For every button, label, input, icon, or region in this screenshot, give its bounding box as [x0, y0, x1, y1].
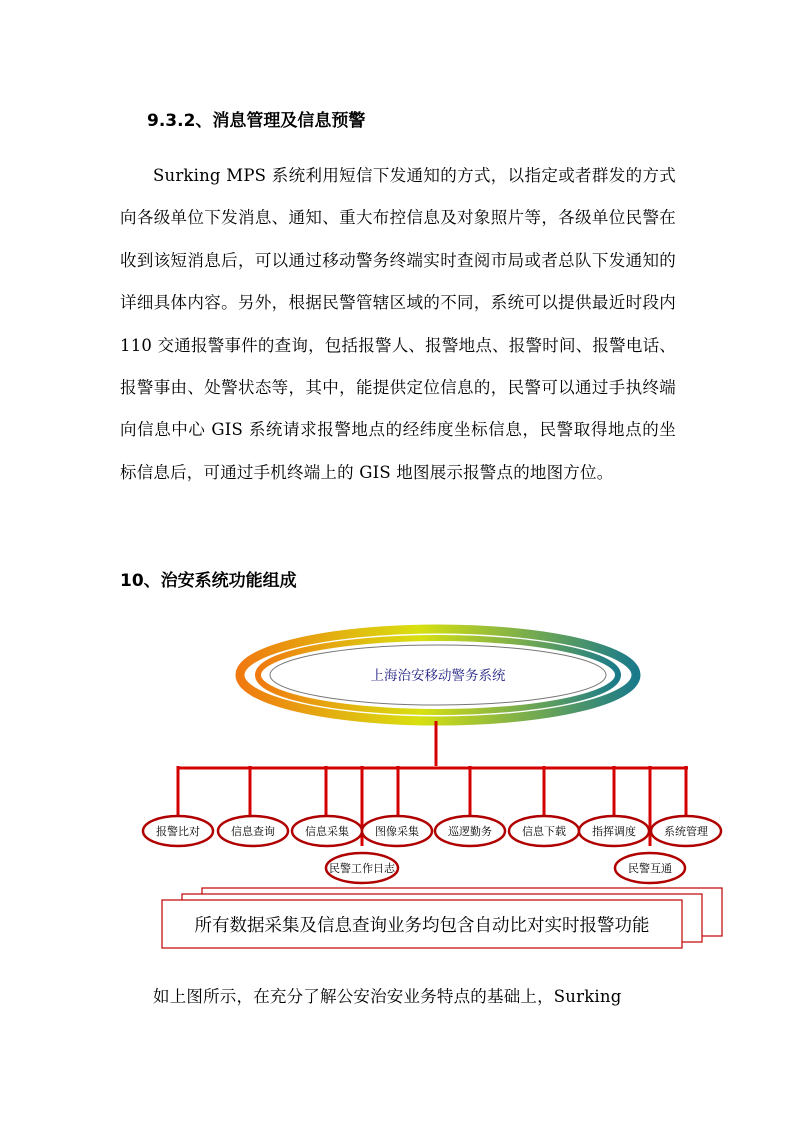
- module-label: 信息采集: [305, 825, 349, 838]
- module-node-1: [143, 816, 213, 846]
- module-label: 系统管理: [664, 825, 708, 838]
- system-structure-diagram: [140, 620, 740, 960]
- module-node-3: [292, 816, 362, 846]
- banner: [162, 888, 722, 948]
- paragraph-closing: 如上图所示，在充分了解公安治安业务特点的基础上，Surking: [153, 987, 622, 1006]
- banner-label: 所有数据采集及信息查询业务均包含自动比对实时报警功能: [194, 916, 650, 936]
- module-label: 图像采集: [375, 825, 419, 838]
- paragraph-message-management: Surking MPS 系统利用短信下发通知的方式，以指定或者群发的方式向各级单位下发消息、通知、重大布控信息及对象照片等，各级单位民警在收到该短消息后，可以通过移动警务终端实时查阅市局或者总队下发通知的详细具体内容。另外，根据民警管辖区域的不同，系统可以提供最近时段内 110 交通报警事件的查询，包括报警人、报警地点、报警时间、报警电话、报警事由、处警状态等，其中，能提供定位信息的，民警可以通过手执终端向信息中心 GIS 系统请求报警地点的经纬度坐标信息，民警取得地点的坐标信息后，可通过手机终端上的 GIS 地图展示报警点的地图方位。: [120, 166, 676, 482]
- sub-module-label: 民警工作日志: [329, 862, 395, 875]
- sub-module-node-1: [326, 853, 398, 883]
- root-node: [240, 629, 636, 721]
- module-label: 巡逻勤务: [448, 825, 492, 838]
- module-label: 信息查询: [231, 825, 275, 838]
- module-node-2: [218, 816, 288, 846]
- module-node-4: [362, 816, 432, 846]
- section-heading-10: 10、治安系统功能组成: [120, 571, 297, 591]
- sub-module-label: 民警互通: [628, 862, 672, 875]
- module-label: 信息下载: [522, 825, 566, 838]
- section-heading-932: 9.3.2、消息管理及信息预警: [147, 111, 366, 131]
- module-node-8: [651, 816, 721, 846]
- module-label: 指挥调度: [592, 825, 636, 838]
- module-label: 报警比对: [156, 825, 200, 838]
- sub-module-node-2: [615, 853, 685, 883]
- module-node-7: [579, 816, 649, 846]
- root-label: 上海治安移动警务系统: [370, 668, 506, 684]
- module-node-6: [509, 816, 579, 846]
- module-node-5: [435, 816, 505, 846]
